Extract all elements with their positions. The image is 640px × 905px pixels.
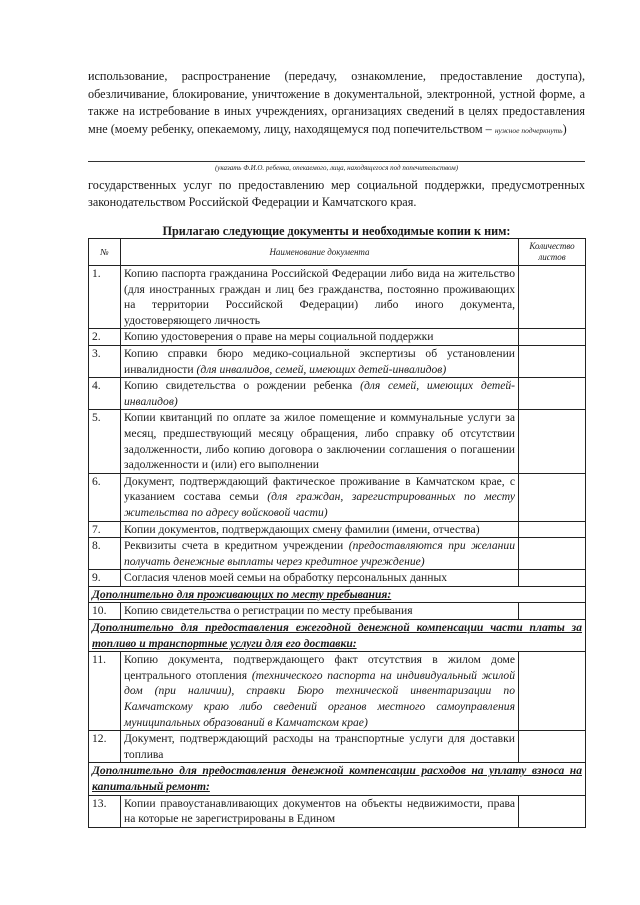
fill-in-line [88,161,585,162]
row-document [121,731,519,763]
consent-paragraph [88,68,585,139]
row-document [121,603,519,620]
row-document [121,521,519,538]
row-number: 9. [89,570,121,587]
row-number: 7. [89,521,121,538]
row-text: Копию справки бюро медико-социальной экспертизы об установлении инвалидности [124,346,515,376]
row-number: 10. [89,603,121,620]
table-row [89,521,586,538]
row-sheet-count[interactable] [519,410,586,473]
row-number: 11. [89,652,121,731]
row-note: (для граждан, зарегистрированных по месту жительства по адресу войсковой части) [124,490,515,519]
section-row [89,586,586,603]
row-text: Реквизиты счета в кредитном учреждении [124,539,344,553]
table-row [89,538,586,570]
table-row [89,410,586,473]
row-text: Документ, подтверждающий расходы на транспортные услуги для доставки топлива [124,732,515,761]
documents-heading: Прилагаю следующие документы и необходимые копии к ним: [162,224,511,238]
row-sheet-count[interactable] [519,378,586,410]
row-text: Документ, подтверждающий фактическое проживание в Камчатском крае, с указанием состава семьи [124,474,515,504]
section-title: Дополнительно для предоставления денежной компенсации расходов на уплату взноса на капитальный ремонт: [89,763,586,795]
row-number: 1. [89,266,121,329]
row-number: 6. [89,473,121,521]
row-number: 2. [89,329,121,346]
row-number: 4. [89,378,121,410]
table-row [89,378,586,410]
row-text: Копии документов, подтверждающих смену фамилии (имени, отчества) [124,522,480,536]
table-row [89,570,586,587]
documents-table [88,238,586,828]
row-number: 8. [89,538,121,570]
header-number: № [89,239,121,266]
table-header-row [89,239,586,266]
row-sheet-count[interactable] [519,731,586,763]
row-document [121,570,519,587]
row-text: Согласия членов моей семьи на обработку персональных данных [124,571,448,585]
row-note: (для инвалидов, семей, имеющих детей-инвалидов) [196,362,447,376]
row-sheet-count[interactable] [519,538,586,570]
row-note: (для семей, имеющих детей-инвалидов) [124,379,515,408]
table-row [89,473,586,521]
row-number: 3. [89,345,121,377]
row-text: Копию свидетельства о рождении ребенка [124,379,353,393]
row-sheet-count[interactable] [519,652,586,731]
row-note: (предоставляются при желании получать денежные выплаты через кредитное учреждение) [124,539,515,568]
row-text: Копию документа, подтверждающего факт отсутствия в жилом доме центрального отопления [124,653,515,682]
underline-note: нужное подчеркнуть [494,125,563,135]
row-sheet-count[interactable] [519,603,586,620]
table-row [89,731,586,763]
row-document [121,410,519,473]
table-row [89,652,586,731]
row-text: Копию свидетельства о регистрации по месту пребывания [124,604,413,618]
row-document [121,473,519,521]
table-row [89,345,586,377]
table-row [89,795,586,827]
table-row [89,603,586,620]
row-sheet-count[interactable] [519,345,586,377]
row-note: (технического паспорта на индивидуальный жилой дом (при наличии), справки Бюро технической инвентаризации по Камчатскому краю либо сведений органов местного самоуправления муниципальных образований в Камчатском крае) [124,668,515,729]
row-document [121,652,519,731]
row-text: Копию удостоверения о праве на меры социальной поддержки [124,330,434,344]
section-row [89,763,586,795]
row-text: Копии квитанций по оплате за жилое помещение и коммунальные услуги за месяц, предшествующий месяцу обращения, либо справку об отсутствии задолженности, либо копию договора о заключении соглашения о погашении задолженности и (или) его выполнении [124,411,515,472]
row-sheet-count[interactable] [519,266,586,329]
table-row [89,329,586,346]
row-text: Копию паспорта гражданина Российской Федерации либо вида на жительство (для иностранных граждан и лиц без гражданства, постоянно проживающих на территории Российской Федерации) либо иного документа, удостоверяющего личность [124,267,515,327]
row-sheet-count[interactable] [519,570,586,587]
row-sheet-count[interactable] [519,329,586,346]
row-document [121,329,519,346]
row-document [121,266,519,329]
section-row [89,620,586,652]
row-number: 13. [89,795,121,827]
header-document-name: Наименование документа [121,239,519,266]
services-paragraph: государственных услуг по предоставлению мер социальной поддержки, предусмотренных законодательством Российской Федерации и Камчатского края. [88,178,585,209]
consent-text: использование, распространение (передачу, ознакомление, предоставление доступа), обезличивание, блокирование, уничтожение в документальной, электронной, устной форме, а также на истребование в иных учреждениях, организациях сведений в целях предоставления мне (моему ребенку, опекаемому, лицу, находящемуся под попечительством – [88,69,585,136]
row-number: 12. [89,731,121,763]
consent-close: ) [562,121,567,136]
section-title: Дополнительно для проживающих по месту пребывания: [89,586,586,603]
table-row [89,266,586,329]
row-text: Копии правоустанавливающих документов на объекты недвижимости, права на которые не зарегистрированы в Едином [124,796,515,826]
row-sheet-count[interactable] [519,795,586,827]
row-document [121,795,519,827]
header-sheet-count: Количество листов [519,239,586,266]
row-number: 5. [89,410,121,473]
row-sheet-count[interactable] [519,473,586,521]
row-document [121,345,519,377]
row-sheet-count[interactable] [519,521,586,538]
row-document [121,378,519,410]
section-title: Дополнительно для предоставления ежегодной денежной компенсации части платы за топливо и транспортные услуги для его доставки: [89,620,586,652]
fill-in-hint: (указать Ф.И.О. ребенка, опекаемого, лица, находящегося под попечительством) [214,164,459,172]
row-document [121,538,519,570]
